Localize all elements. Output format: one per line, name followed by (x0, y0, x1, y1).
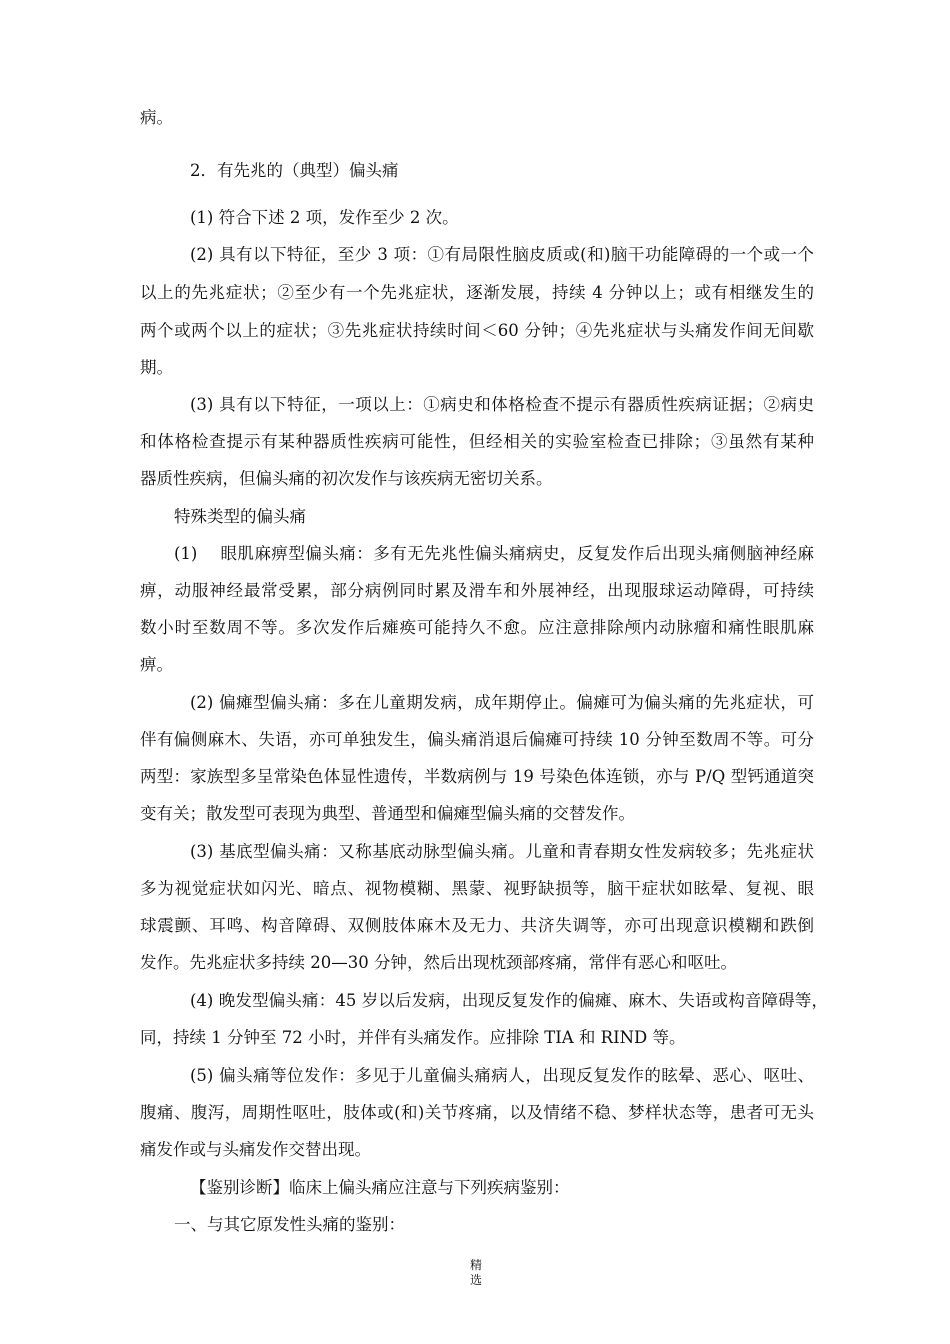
text-line: (2) 偏瘫型偏头痛：多在儿童期发病，成年期停止。偏瘫可为偏头痛的先兆症状，可 (190, 693, 814, 712)
section-heading: 【鉴别诊断】临床上偏头痛应注意与下列疾病鉴别： (190, 1178, 570, 1197)
text-line: 病。 (140, 108, 173, 127)
section-heading: 一、与其它原发性头痛的鉴别： (174, 1215, 405, 1234)
text-line: 发作。先兆症状多持续 20—30 分钟，然后出现枕颈部疼痛，常伴有恶心和呕吐。 (140, 953, 737, 972)
text-line: 变有关；散发型可表现为典型、普通型和偏瘫型偏头痛的交替发作。 (140, 804, 635, 823)
text-line: (5) 偏头痛等位发作：多见于儿童偏头痛病人，出现反复发作的眩晕、恶心、呕吐、 (190, 1066, 814, 1085)
text-line: 期。 (140, 358, 173, 377)
text-line: 伴有偏侧麻木、失语，亦可单独发生，偏头痛消退后偏瘫可持续 10 分钟至数周不等。可分 (140, 730, 814, 749)
text-line: (2) 具有以下特征，至少 3 项：①有局限性脑皮质或(和)脑干功能障碍的一个或一个 (190, 245, 814, 264)
text-line: 腹痛、腹泻，周期性呕吐，肢体或(和)关节疼痛，以及情绪不稳、梦样状态等，患者可无头 (140, 1103, 814, 1122)
text-line: 球震颤、耳鸣、构音障碍、双侧肢体麻木及无力、共济失调等，亦可出现意识模糊和跌倒 (140, 916, 814, 935)
text-line: 器质性疾病，但偏头痛的初次发作与该疾病无密切关系。 (140, 469, 553, 488)
text-line: 痹。 (140, 655, 173, 674)
text-line: 以上的先兆症状；②至少有一个先兆症状，逐渐发展，持续 4 分钟以上；或有相继发生的 (140, 283, 814, 302)
text-line: (1) 符合下述 2 项，发作至少 2 次。 (190, 208, 459, 227)
text-line: 数小时至数周不等。多次发作后瘫痪可能持久不愈。应注意排除颅内动脉瘤和痛性眼肌麻 (140, 618, 814, 637)
text-line: (3) 具有以下特征，一项以上：①病史和体格检查不提示有器质性疾病证据；②病史 (190, 395, 814, 414)
text-line: (1) 眼肌麻痹型偏头痛：多有无先兆性偏头痛病史，反复发作后出现头痛侧脑神经麻 (174, 544, 814, 563)
section-heading: 特殊类型的偏头痛 (174, 507, 306, 526)
text-line: 多为视觉症状如闪光、暗点、视物模糊、黑蒙、视野缺损等，脑干症状如眩晕、复视、眼 (140, 879, 814, 898)
text-line: 同，持续 1 分钟至 72 小时，并伴有头痛发作。应排除 TIA 和 RIND 等。 (140, 1028, 686, 1047)
text-line: 痹，动服神经最常受累，部分病例同时累及滑车和外展神经，出现服球运动障碍，可持续 (140, 581, 814, 600)
text-line: (3) 基底型偏头痛：又称基底动脉型偏头痛。儿童和青春期女性发病较多；先兆症状 (190, 842, 814, 861)
text-line: 痛发作或与头痛发作交替出现。 (140, 1140, 371, 1159)
text-line: 两个或两个以上的症状；③先兆症状持续时间＜60 分钟；④先兆症状与头痛发作间无间歇 (140, 321, 814, 340)
text-line: 两型：家族型多呈常染色体显性遗传，半数病例与 19 号染色体连锁，亦与 P/Q 型钙通道突 (140, 767, 814, 786)
text-line: 和体格检查提示有某种器质性疾病可能性，但经相关的实验室检查已排除；③虽然有某种 (140, 432, 814, 451)
page-footer: 精选 (469, 1258, 482, 1287)
section-heading: 2．有先兆的（典型）偏头痛 (190, 161, 399, 180)
text-line: (4) 晚发型偏头痛：45 岁以后发病，出现反复发作的偏瘫、麻木、失语或构音障碍等， (190, 991, 828, 1010)
